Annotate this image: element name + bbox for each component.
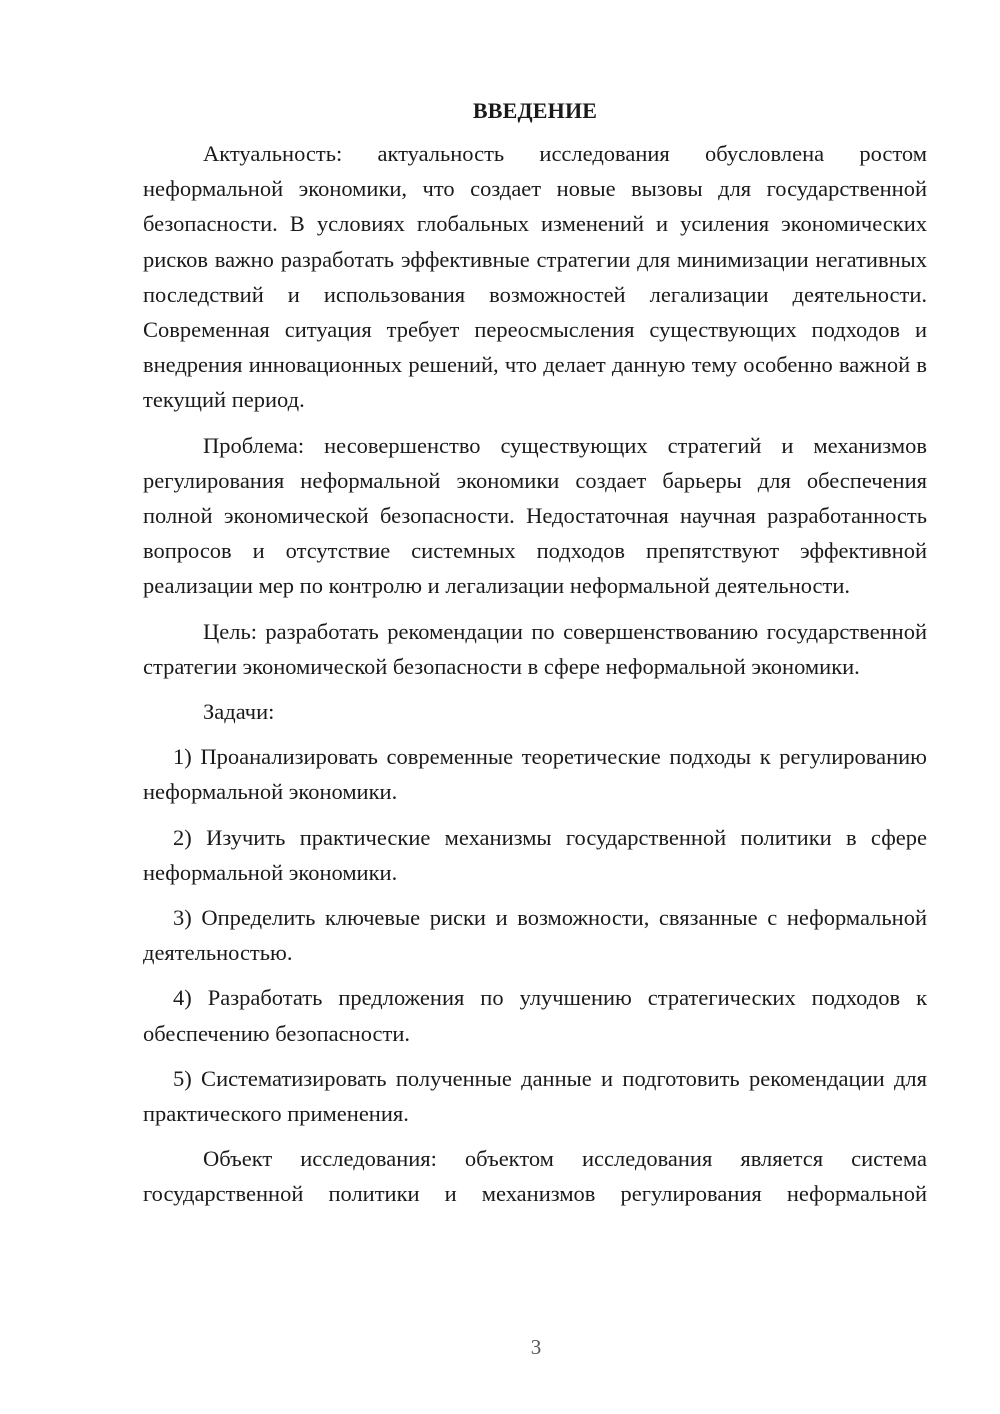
paragraph-goal: Цель: разработать рекомендации по совершенствованию государственной стратегии экономической безопасности в сфере неформальной экономики.	[143, 618, 927, 679]
paragraph-object: Объект исследования: объектом исследования является система государственной политики и механизмов регулирования неформальной	[143, 1146, 927, 1207]
task-item-2: 2) Изучить практические механизмы государственной политики в сфере неформальной экономики.	[143, 824, 927, 885]
paragraph-tasks-label: Задачи:	[203, 699, 275, 725]
paragraph-problem: Проблема: несовершенство существующих стратегий и механизмов регулирования неформальной экономики создает барьеры для обеспечения полной экономической безопасности. Недостаточная научная разработанность вопросов и отсутствие системных подходов препятствуют эффективной реализации мер по контролю и легализации неформальной деятельности.	[143, 432, 927, 599]
task-item-4: 4) Разработать предложения по улучшению стратегических подходов к обеспечению безопасности.	[143, 985, 927, 1046]
task-item-5: 5) Систематизировать полученные данные и подготовить рекомендации для практического применения.	[143, 1065, 927, 1127]
paragraph-relevance: Актуальность: актуальность исследования обусловлена ростом неформальной экономики, что создает новые вызовы для государственной безопасности. В условиях глобальных изменений и усиления экономических рисков важно разработать эффективные стратегии для минимизации негативных последствий и использования возможностей легализации деятельности. Современная ситуация требует переосмысления существующих подходов и внедрения инновационных решений, что делает данную тему особенно важной в текущий период.	[143, 141, 927, 413]
task-item-1: 1) Проанализировать современные теоретические подходы к регулированию неформальной экономики.	[143, 744, 927, 805]
task-item-3: 3) Определить ключевые риски и возможности, связанные с неформальной деятельностью.	[143, 905, 927, 966]
page-number: 3	[530, 1335, 542, 1359]
section-heading: ВВЕДЕНИЕ	[472, 98, 598, 123]
page-content	[143, 96, 927, 1222]
